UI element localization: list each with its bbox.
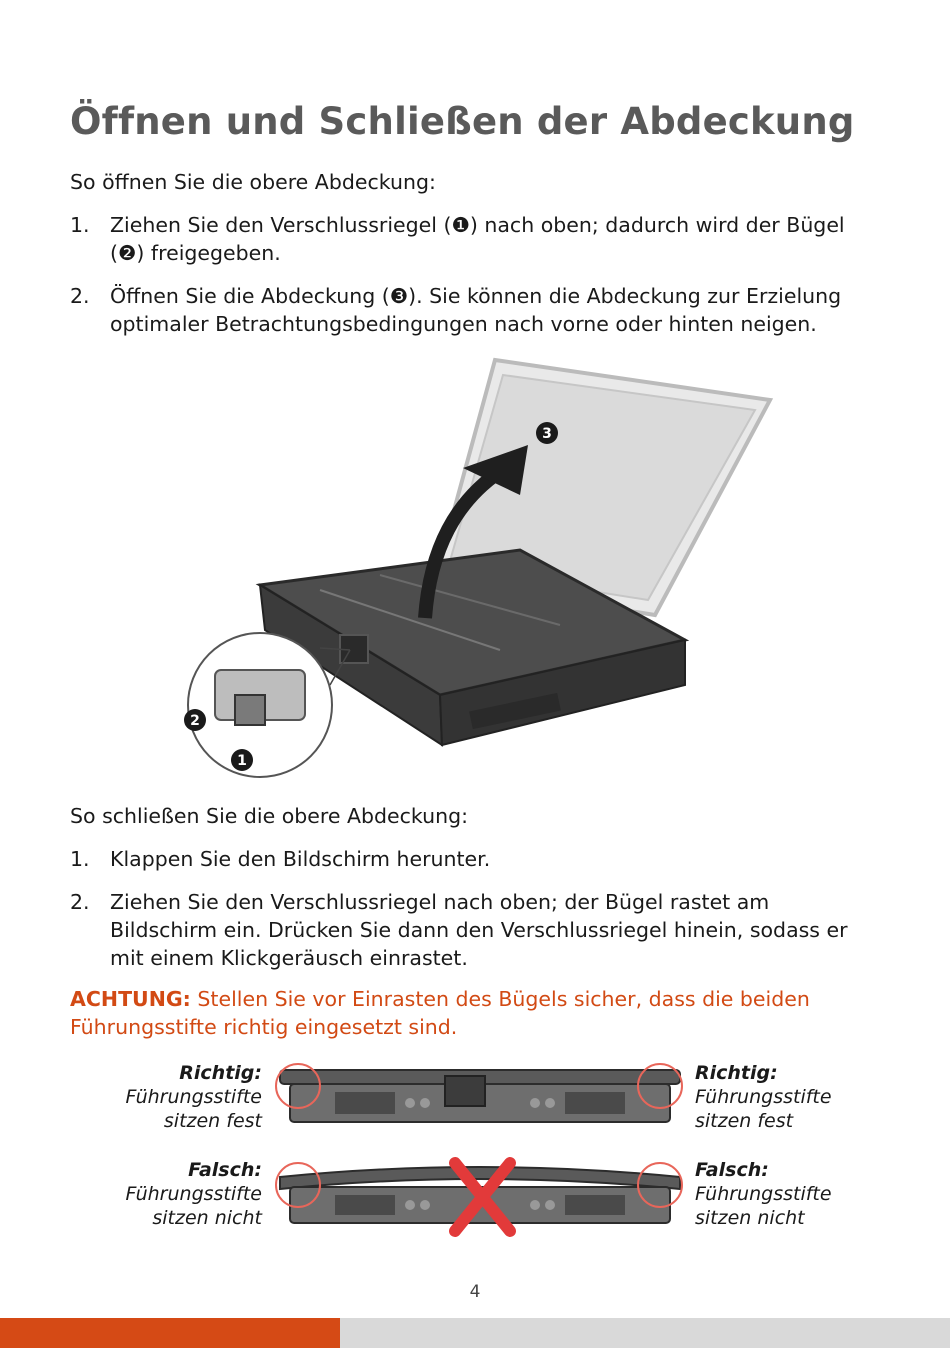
close-intro: So schließen Sie die obere Abdeckung: bbox=[70, 804, 469, 828]
step-number: 2. bbox=[70, 890, 90, 914]
step-text: Klappen Sie den Bildschirm herunter. bbox=[110, 847, 491, 871]
caption-line: Führungsstifte bbox=[125, 1183, 262, 1205]
open-steps-list bbox=[70, 211, 880, 353]
callout-2-label: 2 bbox=[190, 713, 200, 729]
list-item bbox=[70, 282, 880, 338]
close-steps-list bbox=[70, 845, 880, 987]
caption-wrong-left bbox=[62, 1158, 262, 1230]
page-title: Öffnen und Schließen der Abdeckung bbox=[70, 100, 855, 143]
list-item bbox=[70, 888, 880, 972]
caption-line: Führungsstifte bbox=[695, 1183, 832, 1205]
callout-1 bbox=[231, 749, 253, 771]
step-number: 2. bbox=[70, 284, 90, 308]
laptop-side-wrong-illustration bbox=[270, 1155, 690, 1240]
step-number: 1. bbox=[70, 847, 90, 871]
caption-line: sitzen nicht bbox=[695, 1207, 805, 1229]
caption-wrong-right bbox=[695, 1158, 895, 1230]
warning-label: ACHTUNG: bbox=[70, 987, 191, 1011]
caption-line: sitzen fest bbox=[695, 1110, 794, 1132]
callout-2 bbox=[184, 709, 206, 731]
laptop-opening-illustration bbox=[180, 350, 780, 785]
step-text: Ziehen Sie den Verschlussriegel (❶) nach oben; dadurch wird der Bügel (❷) freigegeben. bbox=[110, 213, 845, 265]
footer-gray-bar bbox=[340, 1318, 950, 1348]
callout-3-label: 3 bbox=[542, 426, 552, 442]
step-text: Ziehen Sie den Verschlussriegel nach oben; der Bügel rastet am Bildschirm ein. Drücken Sie dann den Verschlussriegel hinein, sodass er mit einem Klickgeräusch einrastet. bbox=[110, 890, 848, 970]
footer-accent-bar bbox=[0, 1318, 340, 1348]
list-item bbox=[70, 845, 880, 873]
caption-line: Führungsstifte bbox=[125, 1086, 262, 1108]
callout-1-label: 1 bbox=[237, 753, 247, 769]
warning-note bbox=[70, 985, 890, 1041]
caption-line: sitzen fest bbox=[163, 1110, 262, 1132]
caption-correct-right bbox=[695, 1061, 895, 1133]
laptop-side-correct-illustration bbox=[270, 1058, 690, 1143]
step-number: 1. bbox=[70, 213, 90, 237]
list-item bbox=[70, 211, 880, 267]
step-text: Öffnen Sie die Abdeckung (❸). Sie können die Abdeckung zur Erzielung optimaler Betrachtungsbedingungen nach vorne oder hinten neigen. bbox=[110, 284, 842, 336]
open-intro: So öffnen Sie die obere Abdeckung: bbox=[70, 170, 436, 194]
caption-head: Falsch: bbox=[695, 1159, 769, 1181]
caption-correct-left bbox=[62, 1061, 262, 1133]
page-number: 4 bbox=[469, 1282, 481, 1302]
caption-line: Führungsstifte bbox=[695, 1086, 832, 1108]
caption-head: Falsch: bbox=[188, 1159, 262, 1181]
caption-line: sitzen nicht bbox=[152, 1207, 262, 1229]
callout-3 bbox=[536, 422, 558, 444]
warning-text: Stellen Sie vor Einrasten des Bügels sicher, dass die beiden Führungsstifte richtig eingesetzt sind. bbox=[70, 987, 810, 1039]
caption-head: Richtig: bbox=[179, 1062, 262, 1084]
caption-head: Richtig: bbox=[695, 1062, 778, 1084]
